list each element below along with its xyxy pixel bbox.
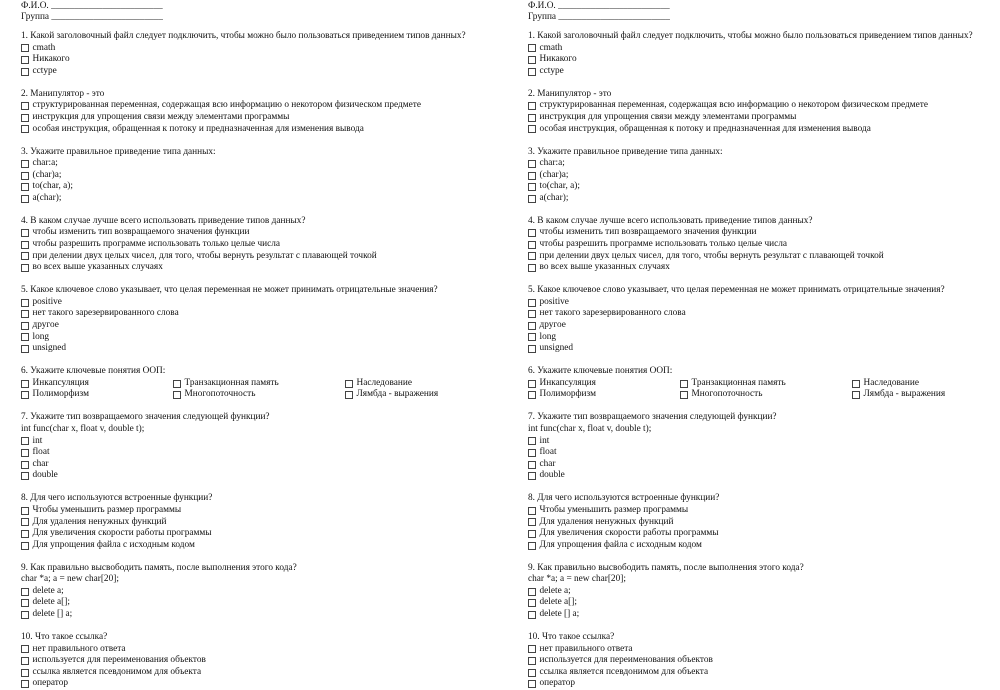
question-title: 9. Как правильно высвободить память, после выполнения этого кода? bbox=[528, 562, 804, 573]
answer-label: Инкапсуляция bbox=[32, 377, 89, 388]
options-grid bbox=[21, 378, 500, 401]
answer-option[interactable] bbox=[528, 227, 1000, 239]
question-code: int func(char x, float v, double t); bbox=[528, 423, 652, 434]
answer-option[interactable] bbox=[21, 124, 500, 136]
checkbox-icon[interactable] bbox=[21, 588, 29, 596]
question-2 bbox=[528, 89, 1000, 135]
options-grid bbox=[528, 378, 1000, 401]
checkbox-icon[interactable] bbox=[21, 114, 29, 122]
spacer bbox=[21, 23, 500, 31]
answer-label: delete a[]; bbox=[32, 597, 70, 608]
question-title: 1. Какой заголовочный файл следует подключить, чтобы можно было пользоваться приведением типов данных? bbox=[21, 31, 466, 41]
answer-option[interactable] bbox=[528, 100, 1000, 112]
question-8 bbox=[21, 493, 500, 551]
checkbox-icon[interactable] bbox=[21, 518, 29, 526]
checkbox-icon[interactable] bbox=[528, 461, 536, 469]
checkbox-icon[interactable] bbox=[528, 391, 536, 399]
answer-label: unsigned bbox=[539, 343, 574, 354]
answer-label: Лямбда - выражения bbox=[356, 389, 439, 400]
answer-option[interactable] bbox=[345, 378, 485, 390]
question-4 bbox=[528, 216, 1000, 274]
answer-option[interactable] bbox=[345, 389, 485, 401]
checkbox-icon[interactable] bbox=[21, 241, 29, 249]
checkbox-icon[interactable] bbox=[21, 449, 29, 457]
checkbox-icon[interactable] bbox=[345, 380, 353, 388]
answer-option[interactable] bbox=[528, 655, 1000, 667]
answer-option[interactable] bbox=[21, 517, 500, 529]
answer-label: нет такого зарезервированного слова bbox=[539, 308, 686, 319]
answer-label: Для упрощения файла с исходным кодом bbox=[539, 539, 702, 550]
answer-label: Наследование bbox=[863, 377, 919, 388]
spacer bbox=[528, 23, 1000, 31]
answer-option[interactable] bbox=[21, 43, 500, 55]
answer-label: при делении двух целых чисел, для того, чтобы вернуть результат с плавающей точкой bbox=[539, 250, 884, 261]
answer-label: delete a; bbox=[32, 585, 64, 596]
answer-label: другое bbox=[539, 320, 566, 331]
answer-option[interactable] bbox=[680, 378, 852, 390]
question-8 bbox=[528, 493, 1000, 551]
answer-option[interactable] bbox=[21, 609, 500, 621]
checkbox-icon[interactable] bbox=[21, 44, 29, 52]
checkbox-icon[interactable] bbox=[528, 44, 536, 52]
answer-label: оператор bbox=[32, 678, 69, 689]
checkbox-icon[interactable] bbox=[528, 183, 536, 191]
answer-label: Никакого bbox=[32, 54, 70, 65]
question-title: 3. Укажите правильное приведение типа данных: bbox=[21, 146, 216, 157]
checkbox-icon[interactable] bbox=[852, 391, 860, 399]
answer-option[interactable] bbox=[21, 181, 500, 193]
question-10 bbox=[528, 632, 1000, 690]
answer-label: int bbox=[32, 435, 43, 446]
answer-label: инструкция для упрощения связи между элементами программы bbox=[539, 111, 797, 122]
answer-label: Инкапсуляция bbox=[539, 377, 596, 388]
answer-label: positive bbox=[32, 296, 62, 307]
answer-label: to(char, a); bbox=[32, 181, 73, 192]
checkbox-icon[interactable] bbox=[528, 645, 536, 653]
checkbox-icon[interactable] bbox=[345, 391, 353, 399]
answer-label: char:a; bbox=[539, 158, 565, 169]
answer-option[interactable] bbox=[21, 170, 500, 182]
answer-option[interactable] bbox=[528, 470, 1000, 482]
fio-field: Ф.И.О. ________________________ bbox=[528, 1, 670, 11]
group-field: Группа ________________________ bbox=[21, 12, 163, 22]
answer-option[interactable] bbox=[528, 66, 1000, 78]
checkbox-icon[interactable] bbox=[528, 172, 536, 180]
answer-option[interactable] bbox=[21, 470, 500, 482]
answer-option[interactable] bbox=[528, 308, 1000, 320]
answer-label: long bbox=[32, 331, 50, 342]
answer-label: Наследование bbox=[356, 377, 412, 388]
checkbox-icon[interactable] bbox=[528, 437, 536, 445]
checkbox-icon[interactable] bbox=[21, 345, 29, 353]
checkbox-icon[interactable] bbox=[528, 264, 536, 272]
checkbox-icon[interactable] bbox=[680, 391, 688, 399]
question-9 bbox=[528, 563, 1000, 621]
checkbox-icon[interactable] bbox=[21, 299, 29, 307]
checkbox-icon[interactable] bbox=[528, 333, 536, 341]
question-5 bbox=[528, 285, 1000, 355]
answer-label: во всех выше указанных случаях bbox=[539, 262, 670, 273]
checkbox-icon[interactable] bbox=[21, 229, 29, 237]
question-1 bbox=[21, 31, 500, 77]
checkbox-icon[interactable] bbox=[528, 160, 536, 168]
answer-option[interactable] bbox=[21, 308, 500, 320]
answer-option[interactable] bbox=[21, 239, 500, 251]
test-sheet-left bbox=[0, 0, 500, 689]
answer-option[interactable] bbox=[528, 320, 1000, 332]
answer-option[interactable] bbox=[852, 389, 992, 401]
answer-option[interactable] bbox=[528, 609, 1000, 621]
answer-label: Многопоточность bbox=[691, 389, 763, 400]
checkbox-icon[interactable] bbox=[528, 380, 536, 388]
checkbox-icon[interactable] bbox=[21, 102, 29, 110]
question-7 bbox=[528, 412, 1000, 482]
question-title: 4. В каком случае лучше всего использовать приведение типов данных? bbox=[21, 215, 306, 226]
answer-label: Для увеличения скорости работы программы bbox=[32, 528, 212, 539]
question-title: 8. Для чего используются встроенные функции? bbox=[21, 493, 213, 504]
answer-label: (char)a; bbox=[539, 169, 569, 180]
answer-label: Чтобы уменьшить размер программы bbox=[32, 504, 182, 515]
answer-option[interactable] bbox=[173, 389, 345, 401]
answer-option[interactable] bbox=[21, 100, 500, 112]
answer-label: char bbox=[539, 458, 556, 469]
answer-option[interactable] bbox=[528, 54, 1000, 66]
answer-option[interactable] bbox=[21, 112, 500, 124]
test-sheet-right bbox=[500, 0, 1000, 689]
answer-option[interactable] bbox=[528, 540, 1000, 552]
answer-option[interactable] bbox=[21, 655, 500, 667]
checkbox-icon[interactable] bbox=[528, 125, 536, 133]
answer-label: структурированная переменная, содержащая всю информацию о некотором физическом предмете bbox=[539, 100, 928, 111]
answer-label: a(char); bbox=[539, 192, 569, 203]
question-5 bbox=[21, 285, 500, 355]
answer-option[interactable] bbox=[528, 436, 1000, 448]
answer-label: char bbox=[32, 458, 49, 469]
question-code: int func(char x, float v, double t); bbox=[21, 423, 145, 434]
answer-option[interactable] bbox=[528, 389, 680, 401]
question-title: 4. В каком случае лучше всего использовать приведение типов данных? bbox=[528, 215, 813, 226]
checkbox-icon[interactable] bbox=[528, 680, 536, 688]
checkbox-icon[interactable] bbox=[528, 229, 536, 237]
answer-option[interactable] bbox=[21, 262, 500, 274]
answer-option[interactable] bbox=[21, 459, 500, 471]
answer-option[interactable] bbox=[528, 170, 1000, 182]
question-title: 5. Какое ключевое слово указывает, что целая переменная не может принимать отрицательные значения? bbox=[21, 285, 438, 296]
question-title: 6. Укажите ключевые понятия ООП: bbox=[528, 366, 673, 377]
answer-label: cctype bbox=[539, 65, 564, 76]
answer-option[interactable] bbox=[21, 505, 500, 517]
answer-label: оператор bbox=[539, 678, 576, 689]
answer-label: double bbox=[539, 470, 565, 481]
answer-option[interactable] bbox=[528, 297, 1000, 309]
answer-label: cmath bbox=[539, 42, 563, 53]
answer-option[interactable] bbox=[21, 447, 500, 459]
question-title: 6. Укажите ключевые понятия ООП: bbox=[21, 366, 166, 377]
answer-label: (char)a; bbox=[32, 169, 62, 180]
checkbox-icon[interactable] bbox=[21, 252, 29, 260]
answer-label: Многопоточность bbox=[184, 389, 256, 400]
question-9 bbox=[21, 563, 500, 621]
answer-label: используется для переименования объектов bbox=[539, 655, 713, 666]
checkbox-icon[interactable] bbox=[528, 56, 536, 64]
checkbox-icon[interactable] bbox=[21, 611, 29, 619]
answer-label: структурированная переменная, содержащая всю информацию о некотором физическом предмете bbox=[32, 100, 421, 111]
question-code: char *a; a = new char[20]; bbox=[528, 574, 626, 585]
answer-label: особая инструкция, обращенная к потоку и предназначенная для изменения вывода bbox=[539, 123, 871, 134]
answer-label: delete [] a; bbox=[539, 609, 580, 620]
answer-label: Для удаления ненужных функций bbox=[32, 516, 167, 527]
checkbox-icon[interactable] bbox=[528, 588, 536, 596]
checkbox-icon[interactable] bbox=[21, 507, 29, 515]
answer-label: Транзакционная память bbox=[691, 377, 786, 388]
question-title: 9. Как правильно высвободить память, после выполнения этого кода? bbox=[21, 562, 297, 573]
answer-label: Для удаления ненужных функций bbox=[539, 516, 674, 527]
answer-option[interactable] bbox=[21, 644, 500, 656]
answer-option[interactable] bbox=[21, 332, 500, 344]
checkbox-icon[interactable] bbox=[21, 380, 29, 388]
checkbox-icon[interactable] bbox=[528, 195, 536, 203]
checkbox-icon[interactable] bbox=[21, 680, 29, 688]
checkbox-icon[interactable] bbox=[528, 599, 536, 607]
checkbox-icon[interactable] bbox=[21, 645, 29, 653]
answer-option[interactable] bbox=[528, 112, 1000, 124]
checkbox-icon[interactable] bbox=[528, 542, 536, 550]
answer-label: cmath bbox=[32, 42, 56, 53]
checkbox-icon[interactable] bbox=[528, 507, 536, 515]
checkbox-icon[interactable] bbox=[173, 391, 181, 399]
answer-label: чтобы изменить тип возвращаемого значения функции bbox=[32, 227, 250, 238]
answer-option[interactable] bbox=[21, 227, 500, 239]
answer-option[interactable] bbox=[528, 459, 1000, 471]
answer-label: используется для переименования объектов bbox=[32, 655, 206, 666]
checkbox-icon[interactable] bbox=[21, 333, 29, 341]
answer-label: Никакого bbox=[539, 54, 577, 65]
answer-option[interactable] bbox=[528, 447, 1000, 459]
question-title: 8. Для чего используются встроенные функции? bbox=[528, 493, 720, 504]
answer-label: инструкция для упрощения связи между элементами программы bbox=[32, 111, 290, 122]
answer-label: Для увеличения скорости работы программы bbox=[539, 528, 719, 539]
answer-option[interactable] bbox=[21, 597, 500, 609]
question-4 bbox=[21, 216, 500, 274]
answer-label: Чтобы уменьшить размер программы bbox=[539, 504, 689, 515]
answer-label: чтобы изменить тип возвращаемого значения функции bbox=[539, 227, 757, 238]
answer-label: нет правильного ответа bbox=[32, 643, 126, 654]
answer-label: особая инструкция, обращенная к потоку и предназначенная для изменения вывода bbox=[32, 123, 364, 134]
question-title: 7. Укажите тип возвращаемого значения следующей функции? bbox=[21, 412, 270, 423]
answer-label: double bbox=[32, 470, 58, 481]
question-6 bbox=[21, 366, 500, 401]
answer-option[interactable] bbox=[21, 251, 500, 263]
answer-label: char:a; bbox=[32, 158, 58, 169]
checkbox-icon[interactable] bbox=[528, 68, 536, 76]
answer-option[interactable] bbox=[528, 343, 1000, 355]
answer-label: float bbox=[539, 447, 557, 458]
answer-option[interactable] bbox=[21, 678, 500, 690]
answer-option[interactable] bbox=[21, 540, 500, 552]
answer-option[interactable] bbox=[528, 597, 1000, 609]
answer-option[interactable] bbox=[528, 193, 1000, 205]
answer-label: нет такого зарезервированного слова bbox=[32, 308, 179, 319]
checkbox-icon[interactable] bbox=[852, 380, 860, 388]
answer-option[interactable] bbox=[21, 528, 500, 540]
answer-label: positive bbox=[539, 296, 569, 307]
checkbox-icon[interactable] bbox=[21, 657, 29, 665]
answer-label: другое bbox=[32, 320, 59, 331]
answer-label: Лямбда - выражения bbox=[863, 389, 946, 400]
answer-option[interactable] bbox=[21, 320, 500, 332]
question-1 bbox=[528, 31, 1000, 77]
checkbox-icon[interactable] bbox=[528, 657, 536, 665]
checkbox-icon[interactable] bbox=[528, 530, 536, 538]
answer-option[interactable] bbox=[528, 239, 1000, 251]
answer-label: to(char, a); bbox=[539, 181, 580, 192]
answer-option[interactable] bbox=[528, 251, 1000, 263]
answer-label: unsigned bbox=[32, 343, 67, 354]
answer-option[interactable] bbox=[21, 193, 500, 205]
checkbox-icon[interactable] bbox=[21, 542, 29, 550]
answer-option[interactable] bbox=[528, 644, 1000, 656]
answer-label: delete a; bbox=[539, 585, 571, 596]
answer-label: float bbox=[32, 447, 50, 458]
checkbox-icon[interactable] bbox=[528, 472, 536, 480]
checkbox-icon[interactable] bbox=[528, 252, 536, 260]
answer-label: Транзакционная память bbox=[184, 377, 279, 388]
answer-label: cctype bbox=[32, 65, 57, 76]
answer-option[interactable] bbox=[528, 586, 1000, 598]
answer-option[interactable] bbox=[528, 517, 1000, 529]
answer-option[interactable] bbox=[21, 54, 500, 66]
answer-label: int bbox=[539, 435, 550, 446]
checkbox-icon[interactable] bbox=[21, 437, 29, 445]
answer-label: чтобы разрешить программе использовать только целые числа bbox=[539, 239, 787, 250]
answer-label: delete a[]; bbox=[539, 597, 577, 608]
answer-option[interactable] bbox=[21, 66, 500, 78]
answer-option[interactable] bbox=[21, 389, 173, 401]
checkbox-icon[interactable] bbox=[528, 102, 536, 110]
question-3 bbox=[528, 147, 1000, 205]
checkbox-icon[interactable] bbox=[21, 322, 29, 330]
answer-option[interactable] bbox=[528, 378, 680, 390]
question-code: char *a; a = new char[20]; bbox=[21, 574, 119, 585]
answer-option[interactable] bbox=[528, 528, 1000, 540]
answer-option[interactable] bbox=[528, 332, 1000, 344]
answer-option[interactable] bbox=[852, 378, 992, 390]
fio-field: Ф.И.О. ________________________ bbox=[21, 1, 163, 11]
answer-label: Полиморфизм bbox=[539, 389, 596, 400]
answer-option[interactable] bbox=[680, 389, 852, 401]
answer-option[interactable] bbox=[21, 343, 500, 355]
question-title: 1. Какой заголовочный файл следует подключить, чтобы можно было пользоваться приведением типов данных? bbox=[528, 31, 973, 41]
checkbox-icon[interactable] bbox=[528, 299, 536, 307]
checkbox-icon[interactable] bbox=[680, 380, 688, 388]
answer-option[interactable] bbox=[21, 586, 500, 598]
question-6 bbox=[528, 366, 1000, 401]
answer-option[interactable] bbox=[21, 378, 173, 390]
answer-label: ссылка является псевдонимом для объекта bbox=[32, 666, 202, 677]
answer-option[interactable] bbox=[173, 378, 345, 390]
checkbox-icon[interactable] bbox=[21, 310, 29, 318]
answer-option[interactable] bbox=[21, 436, 500, 448]
checkbox-icon[interactable] bbox=[528, 310, 536, 318]
checkbox-icon[interactable] bbox=[528, 114, 536, 122]
answer-label: a(char); bbox=[32, 192, 62, 203]
group-field: Группа ________________________ bbox=[528, 12, 670, 22]
checkbox-icon[interactable] bbox=[21, 530, 29, 538]
question-2 bbox=[21, 89, 500, 135]
checkbox-icon[interactable] bbox=[528, 449, 536, 457]
checkbox-icon[interactable] bbox=[21, 264, 29, 272]
answer-option[interactable] bbox=[528, 124, 1000, 136]
answer-option[interactable] bbox=[528, 262, 1000, 274]
checkbox-icon[interactable] bbox=[21, 68, 29, 76]
question-title: 10. Что такое ссылка? bbox=[21, 632, 108, 643]
answer-label: ссылка является псевдонимом для объекта bbox=[539, 666, 709, 677]
answer-label: Для упрощения файла с исходным кодом bbox=[32, 539, 195, 550]
answer-label: во всех выше указанных случаях bbox=[32, 262, 163, 273]
checkbox-icon[interactable] bbox=[21, 172, 29, 180]
answer-label: long bbox=[539, 331, 557, 342]
checkbox-icon[interactable] bbox=[21, 56, 29, 64]
checkbox-icon[interactable] bbox=[21, 669, 29, 677]
answer-option[interactable] bbox=[528, 43, 1000, 55]
answer-option[interactable] bbox=[528, 505, 1000, 517]
answer-option[interactable] bbox=[528, 181, 1000, 193]
checkbox-icon[interactable] bbox=[21, 391, 29, 399]
question-title: 2. Манипулятор - это bbox=[21, 88, 105, 99]
question-title: 3. Укажите правильное приведение типа данных: bbox=[528, 146, 723, 157]
checkbox-icon[interactable] bbox=[528, 241, 536, 249]
checkbox-icon[interactable] bbox=[21, 461, 29, 469]
answer-label: при делении двух целых чисел, для того, чтобы вернуть результат с плавающей точкой bbox=[32, 250, 377, 261]
checkbox-icon[interactable] bbox=[21, 599, 29, 607]
question-title: 2. Манипулятор - это bbox=[528, 88, 612, 99]
answer-option[interactable] bbox=[528, 158, 1000, 170]
checkbox-icon[interactable] bbox=[21, 125, 29, 133]
checkbox-icon[interactable] bbox=[528, 345, 536, 353]
answer-label: Полиморфизм bbox=[32, 389, 89, 400]
checkbox-icon[interactable] bbox=[528, 322, 536, 330]
question-3 bbox=[21, 147, 500, 205]
checkbox-icon[interactable] bbox=[528, 611, 536, 619]
checkbox-icon[interactable] bbox=[21, 160, 29, 168]
checkbox-icon[interactable] bbox=[21, 195, 29, 203]
question-10 bbox=[21, 632, 500, 690]
answer-label: чтобы разрешить программе использовать только целые числа bbox=[32, 239, 280, 250]
question-7 bbox=[21, 412, 500, 482]
answer-label: нет правильного ответа bbox=[539, 643, 633, 654]
answer-label: delete [] a; bbox=[32, 609, 73, 620]
question-title: 7. Укажите тип возвращаемого значения следующей функции? bbox=[528, 412, 777, 423]
question-title: 10. Что такое ссылка? bbox=[528, 632, 615, 643]
checkbox-icon[interactable] bbox=[21, 183, 29, 191]
checkbox-icon[interactable] bbox=[528, 518, 536, 526]
answer-option[interactable] bbox=[21, 297, 500, 309]
answer-option[interactable] bbox=[21, 158, 500, 170]
checkbox-icon[interactable] bbox=[173, 380, 181, 388]
checkbox-icon[interactable] bbox=[528, 669, 536, 677]
checkbox-icon[interactable] bbox=[21, 472, 29, 480]
answer-option[interactable] bbox=[528, 678, 1000, 690]
question-title: 5. Какое ключевое слово указывает, что целая переменная не может принимать отрицательные значения? bbox=[528, 285, 945, 296]
